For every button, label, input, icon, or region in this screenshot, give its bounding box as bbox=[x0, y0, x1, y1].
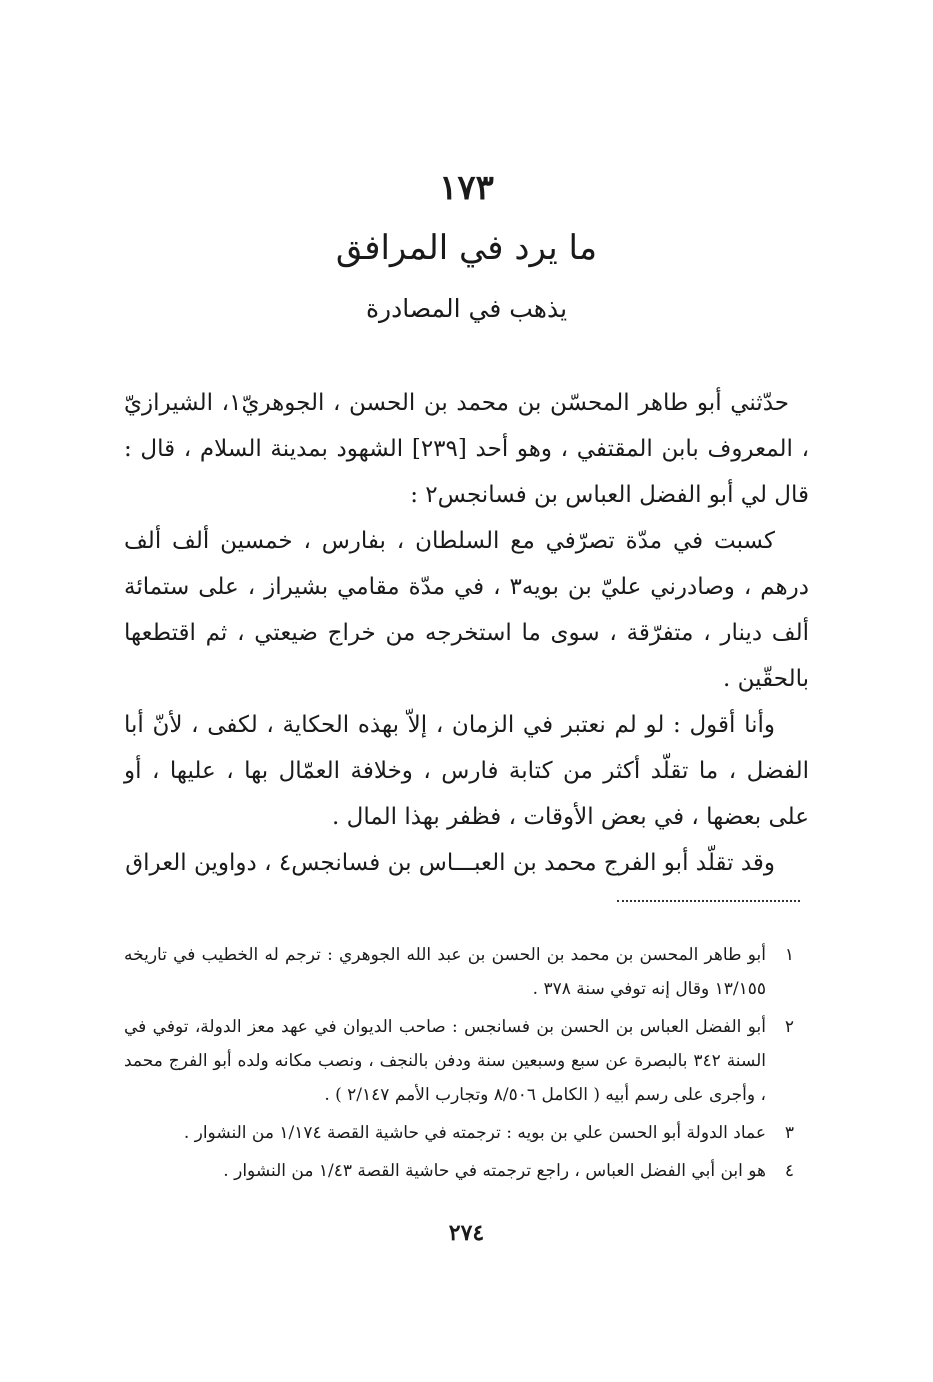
footnote-item bbox=[124, 1010, 794, 1112]
chapter-title: ما يرد في المرافق bbox=[335, 228, 598, 268]
footnote-text: هو ابن أبي الفضل العباس ، راجع ترجمته في حاشية القصة ١/٤٣ من النشوار . bbox=[223, 1161, 766, 1181]
chapter-subtitle: يذهب في المصادرة bbox=[365, 294, 568, 323]
footnote-text: أبو طاهر المحسن بن محمد بن الحسن بن عبد الله الجوهري : ترجم له الخطيب في تاريخه ١٣/١٥٥ وقال إنه توفي سنة ٣٧٨ . bbox=[124, 945, 766, 999]
main-text bbox=[124, 380, 809, 886]
story-number: ١٧٣ bbox=[439, 168, 494, 208]
footnote-number: ٤ bbox=[784, 1161, 794, 1181]
footnote-number: ٢ bbox=[784, 1017, 794, 1037]
paragraph: وأنا أقول : لو لم نعتبر في الزمان ، إلاّ بهذه الحكاية ، لكفى ، لأنّ أبا الفضل ، ما تقلّد أكثر من كتابة فارس ، وخلافة العمّال بها ، عليها ، أو على بعضها ، في بعض الأوقات ، فظفر بهذا المال . bbox=[124, 712, 809, 830]
footnote-number: ١ bbox=[784, 945, 794, 965]
footnote-item bbox=[124, 1154, 794, 1188]
footnote-separator bbox=[617, 900, 800, 902]
paragraph: وقد تقلّد أبو الفرج محمد بن العبـــاس بن فسانجس٤ ، دواوين العراق bbox=[125, 850, 775, 876]
page-number: ٢٧٤ bbox=[448, 1220, 485, 1246]
paragraph: كسبت في مدّة تصرّفي مع السلطان ، بفارس ، خمسين ألف ألف درهم ، وصادرني عليّ بن بويه٣ ، في مدّة مقامي بشيراز ، على ستمائة ألف دينار ، متفرّقة ، سوى ما استخرجه من خراج ضيعتي ، ثم اقتطعها بالحقّين . bbox=[124, 528, 810, 692]
footnotes bbox=[124, 938, 794, 1192]
footnote-number: ٣ bbox=[784, 1123, 794, 1143]
paragraph: حدّثني أبو طاهر المحسّن بن محمد بن الحسن ، الجوهريّ١، الشيرازيّ ، المعروف بابن المقتفي ، وهو أحد [٢٣٩] الشهود بمدينة السلام ، قال : قال لي أبو الفضل العباس بن فسانجس٢ : bbox=[124, 390, 809, 508]
footnote-item bbox=[124, 938, 794, 1006]
footnote-item bbox=[124, 1116, 794, 1150]
footnote-text: عماد الدولة أبو الحسن علي بن بويه : ترجمته في حاشية القصة ١/١٧٤ من النشوار . bbox=[183, 1123, 766, 1143]
footnote-text: أبو الفضل العباس بن الحسن بن فسانجس : صاحب الديوان في عهد معز الدولة، توفي في السنة ٣٤٢ بالبصرة عن سبع وسبعين سنة ودفن بالنجف ، ونصب مكانه ولده أبو الفرج محمد ، وأجرى على رسم أبيه ( الكامل ٨/٥٠٦ وتجارب الأمم ٢/١٤٧ ) . bbox=[124, 1017, 767, 1105]
